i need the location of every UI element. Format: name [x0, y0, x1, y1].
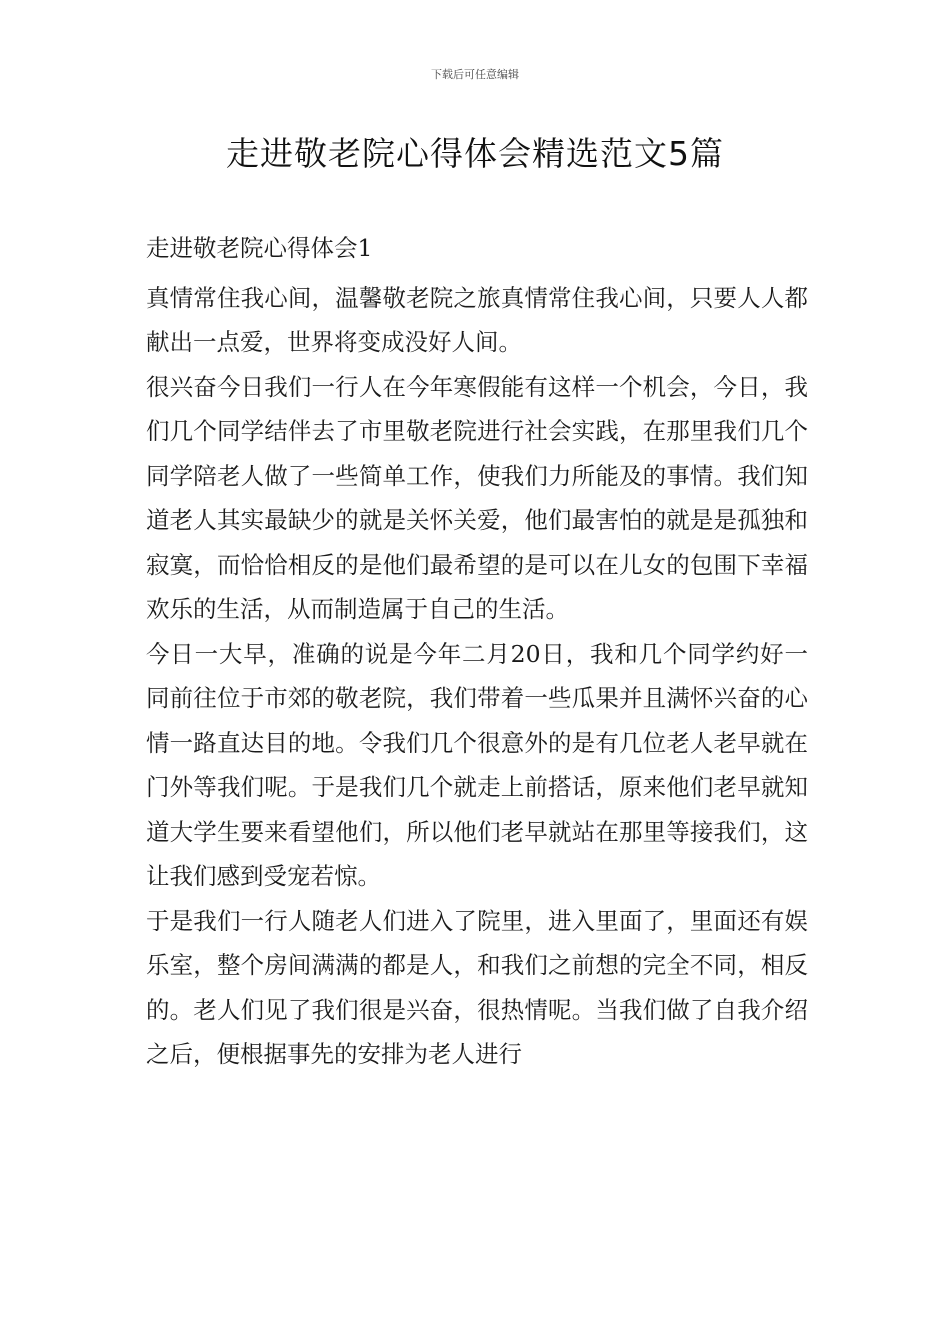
paragraph: 真情常住我心间，温馨敬老院之旅真情常住我心间，只要人人都献出一点爱，世界将变成没好人间。 [146, 283, 808, 356]
paragraph: 于是我们一行人随老人们进入了院里，进入里面了，里面还有娱乐室，整个房间满满的都是人，和我们之前想的完全不同，相反的。老人们见了我们很是兴奋，很热情呢。当我们做了自我介绍之后，便根据事先的安排为老人进行 [146, 906, 808, 1068]
paragraph: 今日一大早，准确的说是今年二月20日，我和几个同学约好一同前往位于市郊的敬老院，我们带着一些瓜果并且满怀兴奋的心情一路直达目的地。令我们几个很意外的是有几位老人老早就在门外等我们呢。于是我们几个就走上前搭话，原来他们老早就知道大学生要来看望他们，所以他们老早就站在那里等接我们，这让我们感到受宠若惊。 [146, 639, 808, 890]
section-heading: 走进敬老院心得体会1 [146, 234, 373, 262]
header-note: 下载后可任意编辑 [431, 68, 519, 81]
document-body [146, 226, 808, 1077]
paragraph: 很兴奋今日我们一行人在今年寒假能有这样一个机会，今日，我们几个同学结伴去了市里敬老院进行社会实践，在那里我们几个同学陪老人做了一些简单工作，使我们力所能及的事情。我们知道老人其实最缺少的就是关怀关爱，他们最害怕的就是是孤独和寂寞，而恰恰相反的是他们最希望的是可以在儿女的包围下幸福欢乐的生活，从而制造属于自己的生活。 [146, 372, 808, 623]
document-title: 走进敬老院心得体会精选范文5篇 [226, 134, 724, 173]
